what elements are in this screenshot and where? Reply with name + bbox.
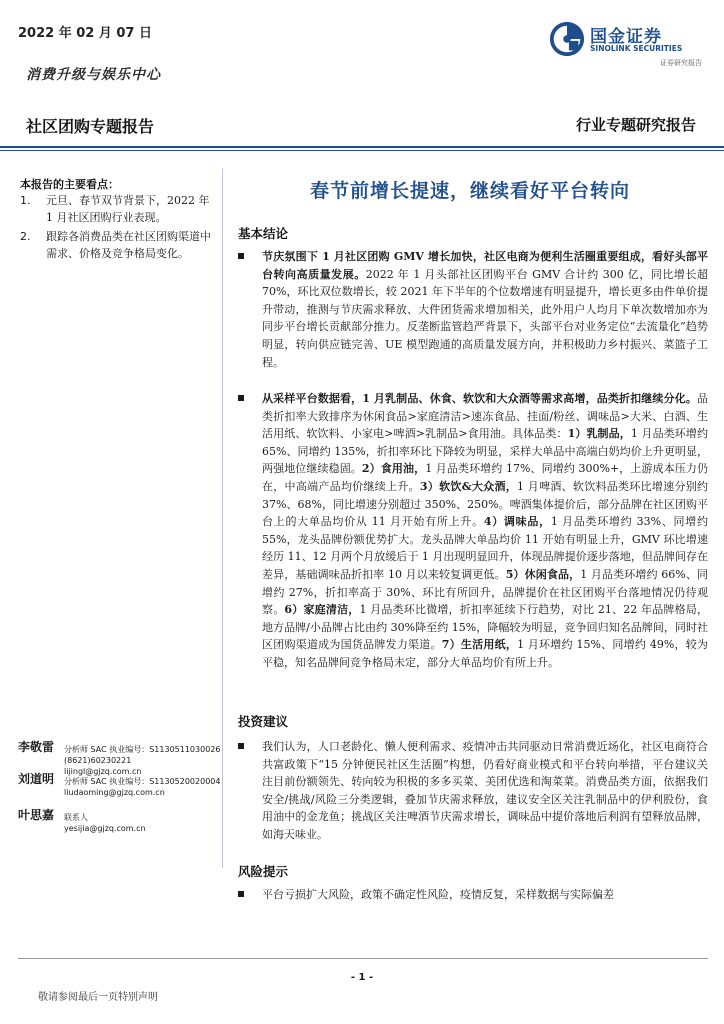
category-paper-label: 7）生活用纸，: [441, 638, 518, 652]
page-number: - 1 -: [350, 972, 374, 983]
header-divider-thin: [0, 150, 724, 151]
analyst-card: [18, 774, 222, 800]
category-paper-text: 1 月环增约 15%、同增约 49%，较为平稳，知名品牌间竞争格局未定，部分大单品均价有所上升。: [262, 638, 709, 669]
analyst-card: [18, 810, 222, 836]
bullet-category-data: [238, 390, 708, 672]
highlight-item: [20, 192, 216, 226]
bullet-square-icon: [238, 395, 244, 401]
logo-english-name: SINOLINK SECURITIES: [590, 44, 683, 53]
highlight-number: 1.: [20, 194, 31, 207]
analyst-name: 刘道明: [18, 772, 55, 786]
category-condiment-text: 1 月品类环增约 33%、同增约 55%，龙头品牌份额优势扩大。龙头品牌大单品均价 11 开始有明显上升，GMV 环比增速经历 11、12 月两个月放缓后于 1 月出现明显回升，体现品牌提价逐步落地，但品牌间存在差异，基础调味品折扣率 10 月以来较复调更低。: [262, 515, 708, 581]
report-type: 行业专题研究报告: [575, 116, 696, 134]
sector-name: 消费升级与娱乐中心: [26, 67, 161, 83]
analyst-info: [64, 744, 224, 777]
category-oil-text: 1 月品类环增约 17%、同增约 300%+，上游成本压力仍在，中高端产品均价继续上升。: [262, 462, 709, 493]
header-divider: [0, 146, 724, 148]
bullet-square-icon: [238, 253, 244, 259]
bullet-square-icon: [238, 891, 244, 897]
main-title: 春节前增长提速，继续看好平台转向: [309, 180, 630, 202]
logo-subtitle: 证券研究报告: [660, 59, 702, 67]
bullet-text: 2022 年 1 月头部社区团购平台 GMV 合计约 300 亿，同比增长超 70%，环比双位数增长，较 2021 年下半年的个位数增速有明显提升，增长更多由件单价提升带动，推测与节庆需求释放、大件团货需求增加相关，此外用户人均月下单次数增加亦为同步平台增长贡献部分推力。反垄断监管趋严背景下，头部平台对业务定位“去流量化”趋势明显，转向供应链完善、UE 模型跑通的高质量发展方向，并积极助力乡村振兴、菜篮子工程。: [262, 267, 708, 369]
footer-divider: [18, 958, 708, 959]
analyst-role: 联系人: [64, 813, 88, 822]
analyst-email: lijingl@gjzq.com.cn: [64, 767, 142, 776]
section-heading-investment: 投资建议: [238, 714, 289, 729]
category-dairy-label: 1）乳制品，: [567, 427, 631, 441]
highlight-item: [20, 228, 216, 262]
analyst-email: yesijia@gjzq.com.cn: [64, 824, 146, 833]
sinolink-logo-icon: [548, 20, 586, 58]
bullet-text: 平台亏损扩大风险，政策不确定性风险，疫情反复，采样数据与实际偏差: [262, 888, 614, 901]
category-beverage-text: 1 月啤酒、软饮料品类环比增速分别约 37%、68%，同比增速分别超过 350%、250%。啤酒集体提价后，部分品牌在社区团购平台上的大单品均价从 11 月开始有所上升。: [262, 479, 708, 529]
highlights-list: [20, 192, 216, 264]
analyst-info: [64, 812, 224, 834]
analyst-phone: (8621)60230221: [64, 756, 132, 765]
bullet-text: 我们认为，人口老龄化、懒人便利需求、疫情冲击共同驱动日常消费近场化，社区电商符合共富政策下“15 分钟便民社区生活圈”构想，仍看好商业模式和平台转向举措，平台建议关注目前份额领先、转向较为积极的多多买菜、美团优选和淘菜菜。消费品类方面，依据我们安全/挑战/风险三分类逻辑，叠加节庆需求释放，建议安全区关注乳制品中的伊利股份，食用油中的金龙鱼；挑战区关注啤酒节庆需求增长，调味品中提价落地后利润有望释放品牌，如海天味业。: [262, 740, 708, 841]
highlight-text: 跟踪各消费品类在社区团购渠道中需求、价格及竞争格局变化。: [46, 230, 211, 260]
bullet-bold-lead: 节庆氛围下 1 月社区团购 GMV 增长加快，社区电商为便利生活圈重要组成，看好头部平台转向高质量发展。: [262, 250, 708, 281]
category-oil-label: 2）食用油，: [361, 462, 426, 476]
bullet-gmv-growth: [238, 248, 708, 371]
category-beverage-label: 3）软饮&大众酒，: [419, 479, 518, 493]
company-logo: [548, 18, 708, 68]
analyst-role: 分析师 SAC 执业编号：S1130520020004: [64, 777, 221, 786]
highlights-title: 本报告的主要看点：: [20, 178, 119, 191]
category-snack-label: 5）休闲食品，: [505, 567, 581, 581]
highlight-text: 元旦、春节双节背景下，2022 年 1 月社区团购行业表现。: [46, 194, 210, 224]
disclaimer-note: 敬请参阅最后一页特别声明: [38, 992, 158, 1003]
logo-chinese-name: 国金证券: [590, 27, 662, 47]
bullet-text: 品类折扣率大致排序为休闲食品>家庭清洁>速冻食品、挂面/粉丝、调味品>大米、白酒、生活用纸、软饮料、小家电>啤酒>乳制品>食用油。具体品类：: [262, 392, 708, 441]
section-heading-risk: 风险提示: [238, 864, 289, 879]
analyst-role: 分析师 SAC 执业编号：S1130511030026: [64, 745, 221, 754]
section-heading-conclusion: 基本结论: [238, 226, 289, 241]
analyst-info: [64, 776, 224, 798]
highlight-number: 2.: [20, 230, 31, 243]
report-date: 2022 年 02 月 07 日: [18, 26, 152, 41]
bullet-bold-lead: 从采样平台数据看，1 月乳制品、休食、软饮和大众酒等需求高增，品类折扣继续分化。: [262, 392, 697, 405]
bullet-risk: [238, 886, 708, 904]
category-cleaning-text: 1 月品类环比微增，折扣率延续下行趋势，对比 21、22 年品牌格局，地方品牌/小品牌占比由约 30%降至约 15%，降幅较为明显，竞争回归知名品牌间，同时社区团购渠道成为国货品牌发力渠道。: [262, 603, 709, 652]
bullet-investment: [238, 738, 708, 844]
report-name: 社区团购专题报告: [26, 117, 155, 136]
category-snack-text: 1 月品类环增约 66%、同增约 27%，折扣率高于 30%、环比有所回升，品牌提价在社区团购平台落地情况仍待观察。: [262, 567, 708, 617]
category-dairy-text: 1 月品类环增约 65%、同增约 135%，折扣率环比下降较为明显，采样大单品中高端白奶均价上升更明显，两强地位继续稳固。: [262, 427, 709, 476]
analyst-name: 李敬雷: [18, 740, 55, 754]
category-cleaning-label: 6）家庭清洁，: [284, 603, 360, 617]
analyst-email: liudaoming@gjzq.com.cn: [64, 788, 165, 797]
bullet-square-icon: [238, 743, 244, 749]
category-condiment-label: 4）调味品，: [483, 515, 551, 529]
analyst-name: 叶思嘉: [18, 808, 55, 822]
